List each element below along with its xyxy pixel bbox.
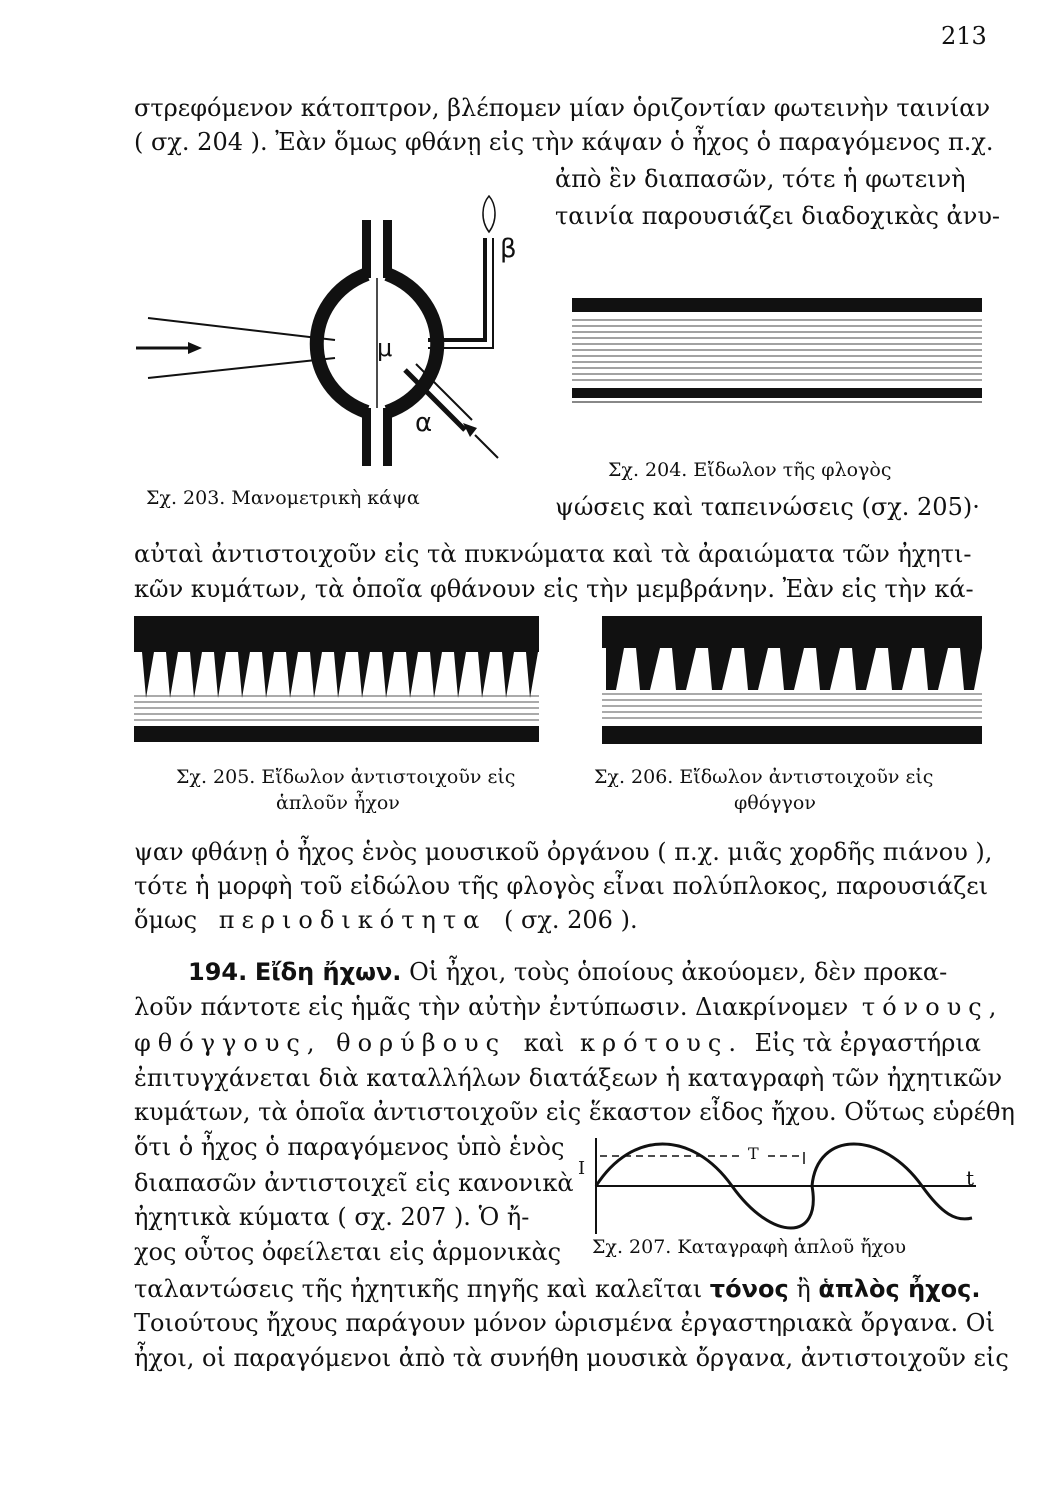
emphasis-tones: τόνους, (861, 993, 1004, 1021)
section-194-rest: Οἱ ἦχοι, τοὺς ὁποίους ἀκούομεν, δὲν προκα- (409, 958, 948, 986)
text-line-5: ψώσεις καὶ ταπεινώσεις (σχ. 205)· (555, 493, 980, 521)
figure-203-caption: Σχ. 203. Μανομετρικὴ κάψα (146, 487, 420, 509)
text-line-12 (134, 995, 1003, 1019)
text-line-17: διαπασῶν ἀντιστοιχεῖ εἰς κανονικὰ (134, 1169, 574, 1197)
text-line-13-d: Εἰς τὰ ἐργαστήρια (754, 1029, 982, 1057)
emphasis-phthongs-noises: φθόγγους, θορύβους (134, 1029, 507, 1057)
figure-207-label-I: I (578, 1158, 586, 1179)
page-number: 213 (941, 22, 987, 50)
text-line-2: ( σχ. 204 ). Ἐὰν ὅμως φθάνῃ εἰς τὴν κάψαν ὁ ἦχος ὁ παραγόμενος π.χ. (134, 128, 994, 156)
figure-206-caption-line-2: φθόγγον (734, 792, 816, 814)
text-line-8: ψαν φθάνῃ ὁ ἦχος ἑνὸς μουσικοῦ ὀργάνου ( π.χ. μιᾶς χορδῆς πιάνου ), (134, 838, 993, 866)
text-line-20 (134, 1277, 980, 1301)
emphasis-crotous: κρότους. (580, 1029, 743, 1057)
figure-207-sine-wave (582, 1134, 982, 1244)
text-line-10 (134, 908, 638, 932)
text-line-14: ἐπιτυγχάνεται διὰ καταλλήλων διατάξεων ἡ καταγραφὴ τῶν ἠχητικῶν (134, 1064, 1003, 1092)
section-194-line (188, 960, 947, 984)
text-line-4: ταινία παρουσιάζει διαδοχικὰς ἀνυ- (555, 202, 1001, 230)
figure-203-manometric-capsule (130, 190, 550, 430)
section-heading: Εἴδη ἤχων. (254, 958, 402, 986)
text-line-21: Τοιούτους ἤχους παράγουν μόνον ὡρισμένα ἐργαστηριακὰ ὄργανα. Οἱ (134, 1309, 995, 1337)
text-line-10-a: ὅμως (134, 906, 198, 934)
figure-206-flame-image (602, 616, 982, 744)
text-line-18: ἠχητικὰ κύματα ( σχ. 207 ). Ὁ ἤ- (134, 1203, 530, 1231)
text-line-20-c: ἢ (796, 1275, 811, 1303)
figure-205-flame-image (134, 616, 539, 744)
figure-205-caption-line-1: Σχ. 205. Εἴδωλον ἀντιστοιχοῦν εἰς (176, 766, 516, 788)
text-line-15: κυμάτων, τὰ ὁποῖα ἀντιστοιχοῦν εἰς ἕκαστον εἶδος ἤχου. Οὕτως εὑρέθη (134, 1098, 1015, 1126)
text-line-10-c: ( σχ. 206 ). (503, 906, 638, 934)
text-line-16: ὅτι ὁ ἦχος ὁ παραγόμενος ὑπὸ ἑνὸς (134, 1133, 565, 1161)
text-line-9: τότε ἡ μορφὴ τοῦ εἰδώλου τῆς φλογὸς εἶναι πολύπλοκος, παρουσιάζει (134, 872, 989, 900)
section-number: 194. (188, 958, 248, 986)
text-line-20-a: ταλαντώσεις τῆς ἠχητικῆς πηγῆς καὶ καλεῖται (134, 1275, 703, 1303)
term-tone: τόνος (709, 1275, 789, 1303)
figure-206-caption-line-1: Σχ. 206. Εἴδωλον ἀντιστοιχοῦν εἰς (594, 766, 934, 788)
figure-207-label-T: T (748, 1144, 759, 1163)
figure-204-caption: Σχ. 204. Εἴδωλον τῆς φλογὸς (608, 459, 892, 481)
text-line-3: ἀπὸ ἓν διαπασῶν, τότε ἡ φωτεινὴ (555, 165, 966, 193)
text-line-12-a: λοῦν πάντοτε εἰς ἡμᾶς τὴν αὐτὴν ἐντύπωσιν. Διακρίνομεν (134, 993, 849, 1021)
text-line-7: κῶν κυμάτων, τὰ ὁποῖα φθάνουν εἰς τὴν μεμβράνην. Ἐὰν εἰς τὴν κά- (134, 575, 974, 603)
text-line-19: χος οὗτος ὀφείλεται εἰς ἁρμονικὰς (134, 1238, 562, 1266)
text-line-13-b: καὶ (523, 1029, 565, 1057)
emphasis-periodicity: περιοδικότητα (218, 906, 487, 934)
figure-203-label-mu: μ (377, 334, 393, 362)
text-line-1: στρεφόμενον κάτοπτρον, βλέπομεν μίαν ὁριζοντίαν φωτεινὴν ταινίαν (134, 94, 991, 122)
text-line-13 (134, 1031, 981, 1055)
figure-203-label-beta: β (500, 234, 517, 264)
text-line-22: ἦχοι, οἱ παραγόμενοι ἀπὸ τὰ συνήθη μουσικὰ ὄργανα, ἀντιστοιχοῦν εἰς (134, 1344, 1009, 1372)
figure-203-label-alpha: α (415, 408, 433, 438)
figure-204-flame-band (572, 298, 982, 408)
text-line-6: αὐταὶ ἀντιστοιχοῦν εἰς τὰ πυκνώματα καὶ τὰ ἀραιώματα τῶν ἠχητι- (134, 540, 972, 568)
figure-207-label-t: t (966, 1166, 975, 1190)
figure-207-caption: Σχ. 207. Καταγραφὴ ἁπλοῦ ἤχου (592, 1236, 907, 1258)
figure-205-caption-line-2: ἁπλοῦν ἦχον (276, 792, 400, 814)
term-simple-sound: ἁπλὸς ἦχος. (818, 1275, 981, 1303)
